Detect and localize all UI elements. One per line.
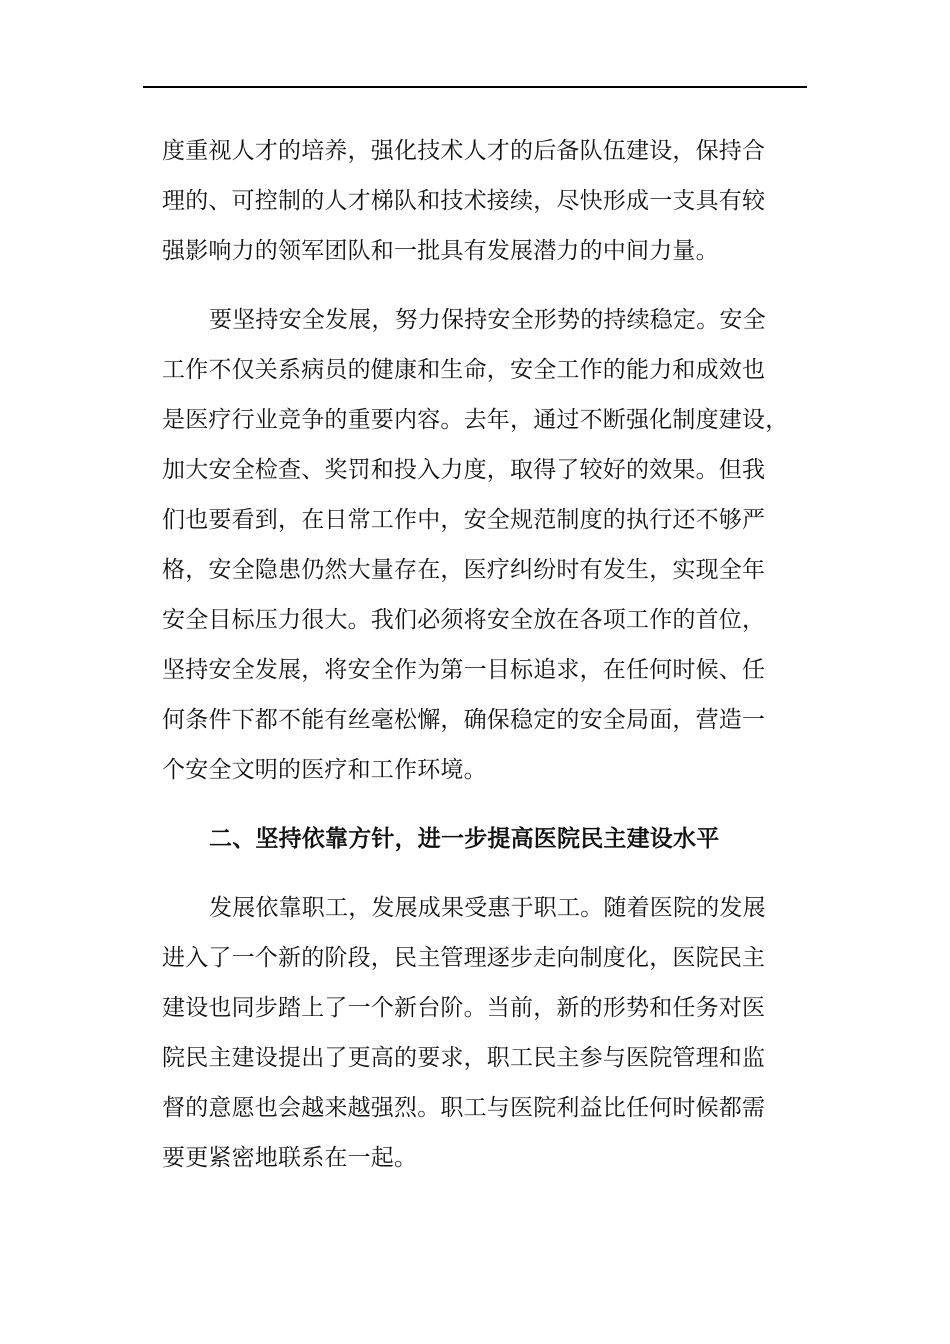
- paragraph-line: 进入了一个新的阶段，民主管理逐步走向制度化，医院民主: [162, 945, 766, 971]
- paragraph-line: 加大安全检查、奖罚和投入力度，取得了较好的效果。但我: [162, 457, 766, 483]
- paragraph-line: 理的、可控制的人才梯队和技术接续，尽快形成一支具有较: [162, 188, 766, 214]
- section-heading: 二、坚持依靠方针，进一步提高医院民主建设水平: [209, 825, 720, 852]
- paragraph-line: 是医疗行业竞争的重要内容。去年，通过不断强化制度建设，: [162, 407, 789, 433]
- paragraph-line: 工作不仅关系病员的健康和生命，安全工作的能力和成效也: [162, 357, 766, 383]
- paragraph-line: 们也要看到，在日常工作中，安全规范制度的执行还不够严: [162, 507, 766, 533]
- paragraph-line: 格，安全隐患仍然大量存在，医疗纠纷时有发生，实现全年: [162, 557, 766, 583]
- paragraph-line: 度重视人才的培养，强化技术人才的后备队伍建设，保持合: [162, 138, 766, 164]
- paragraph-line: 坚持安全发展，将安全作为第一目标追求，在任何时候、任: [162, 657, 766, 683]
- paragraph-line: 强影响力的领军团队和一批具有发展潜力的中间力量。: [162, 238, 719, 264]
- paragraph-line: 建设也同步踏上了一个新台阶。当前，新的形势和任务对医: [162, 995, 766, 1021]
- paragraph-line: 督的意愿也会越来越强烈。职工与医院利益比任何时候都需: [162, 1095, 766, 1121]
- paragraph-line: 院民主建设提出了更高的要求，职工民主参与医院管理和监: [162, 1045, 766, 1071]
- paragraph-line: 何条件下都不能有丝毫松懈，确保稳定的安全局面，营造一: [162, 707, 766, 733]
- paragraph-line: 安全目标压力很大。我们必须将安全放在各项工作的首位，: [162, 607, 766, 633]
- header-rule: [143, 86, 807, 88]
- paragraph-line: 个安全文明的医疗和工作环境。: [162, 757, 487, 783]
- paragraph-line: 发展依靠职工，发展成果受惠于职工。随着医院的发展: [209, 895, 766, 921]
- paragraph-line: 要更紧密地联系在一起。: [162, 1145, 418, 1171]
- paragraph-line: 要坚持安全发展，努力保持安全形势的持续稳定。安全: [209, 307, 766, 333]
